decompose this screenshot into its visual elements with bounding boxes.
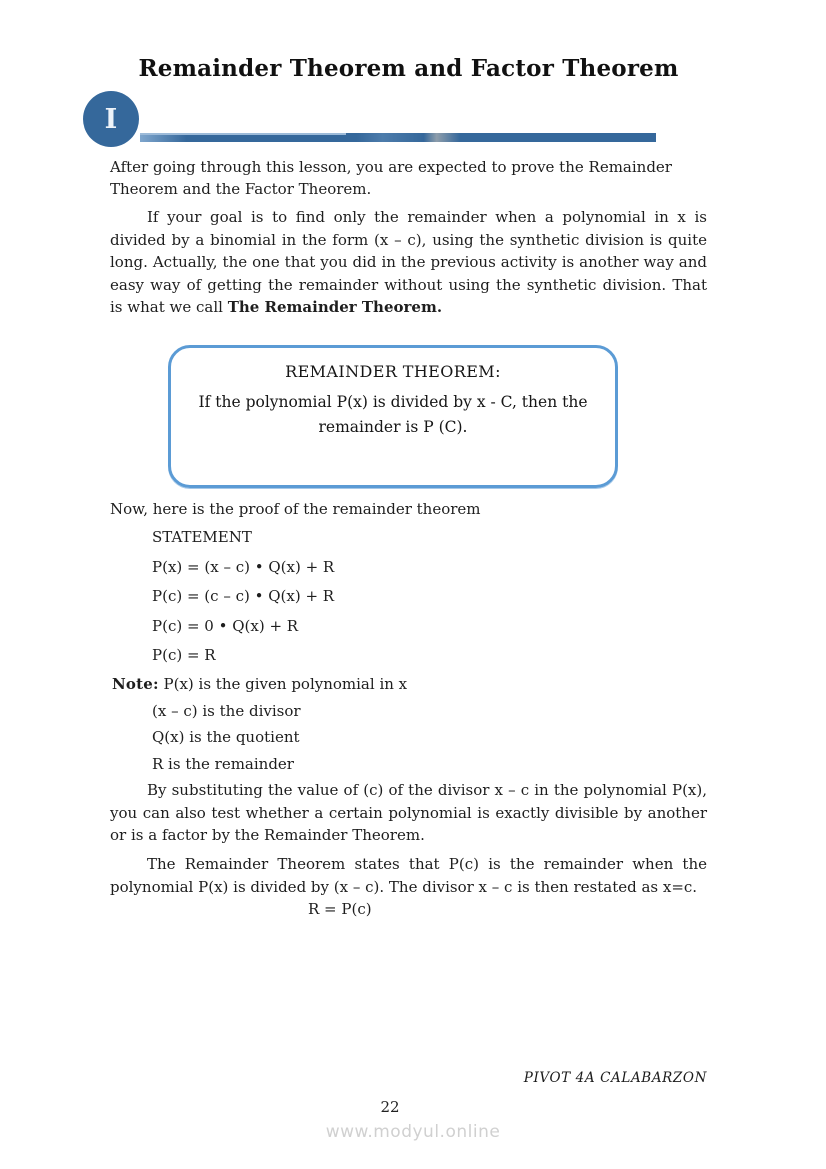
note-first-line <box>112 674 707 695</box>
note-label: Note: <box>112 675 159 693</box>
footer-series-label: PIVOT 4A CALABARZON <box>523 1070 707 1086</box>
page-title: Remainder Theorem and Factor Theorem <box>138 55 679 82</box>
theorem-box-heading: REMAINDER THEOREM: <box>285 362 501 381</box>
header-rule <box>140 133 656 142</box>
intro-paragraph-1: After going through this lesson, you are expected to prove the Remainder Theorem and the Factor Theorem. <box>110 158 672 198</box>
section-marker-label: I <box>104 103 118 135</box>
intro-paragraph-2-text: If your goal is to find only the remainder when a polynomial in x is divided by a binomial in the form (x – c), using the synthetic division is quite long. Actually, the one that you did in the previous activity is another way and easy way of getting the remainder without using the synthetic division. That is what we call <box>110 208 707 316</box>
proof-step: P(c) = (c – c) • Q(x) + R <box>152 587 335 605</box>
page-number: 22 <box>380 1098 400 1116</box>
note-block <box>112 674 707 775</box>
proof-step: P(c) = R <box>152 646 216 664</box>
note-item: R is the remainder <box>152 754 294 773</box>
remainder-formula: R = P(c) <box>308 900 372 918</box>
remainder-theorem-box <box>168 345 618 488</box>
intro-paragraph-2 <box>110 206 707 319</box>
watermark: www.modyul.online <box>325 1122 501 1142</box>
proof-statement-header: STATEMENT <box>152 528 252 546</box>
note-item: (x – c) is the divisor <box>152 701 301 720</box>
proof-statements <box>110 527 707 675</box>
restatement-block <box>110 853 707 921</box>
proof-intro: Now, here is the proof of the remainder theorem <box>110 500 481 518</box>
section-marker-circle <box>83 91 139 147</box>
note-item: Q(x) is the quotient <box>152 728 300 746</box>
substitution-paragraph: By substituting the value of (c) of the divisor x – c in the polynomial P(x), you can also test whether a certain polynomial is exactly divisible by another or is a factor by the Remainder Theorem. <box>110 781 707 844</box>
note-first-text: P(x) is the given polynomial in x <box>163 675 408 693</box>
proof-step: P(c) = 0 • Q(x) + R <box>152 616 299 635</box>
restatement-paragraph: The Remainder Theorem states that P(c) is the remainder when the polynomial P(x) is divided by (x – c). The divisor x – c is then restated as x=c. <box>110 855 707 896</box>
proof-step: P(x) = (x – c) • Q(x) + R <box>152 557 335 576</box>
theorem-box-line-2: remainder is P (C). <box>318 418 468 436</box>
theorem-box-line-1: If the polynomial P(x) is divided by x - C, then the <box>198 393 588 411</box>
remainder-theorem-emphasis: The Remainder Theorem. <box>227 298 443 316</box>
